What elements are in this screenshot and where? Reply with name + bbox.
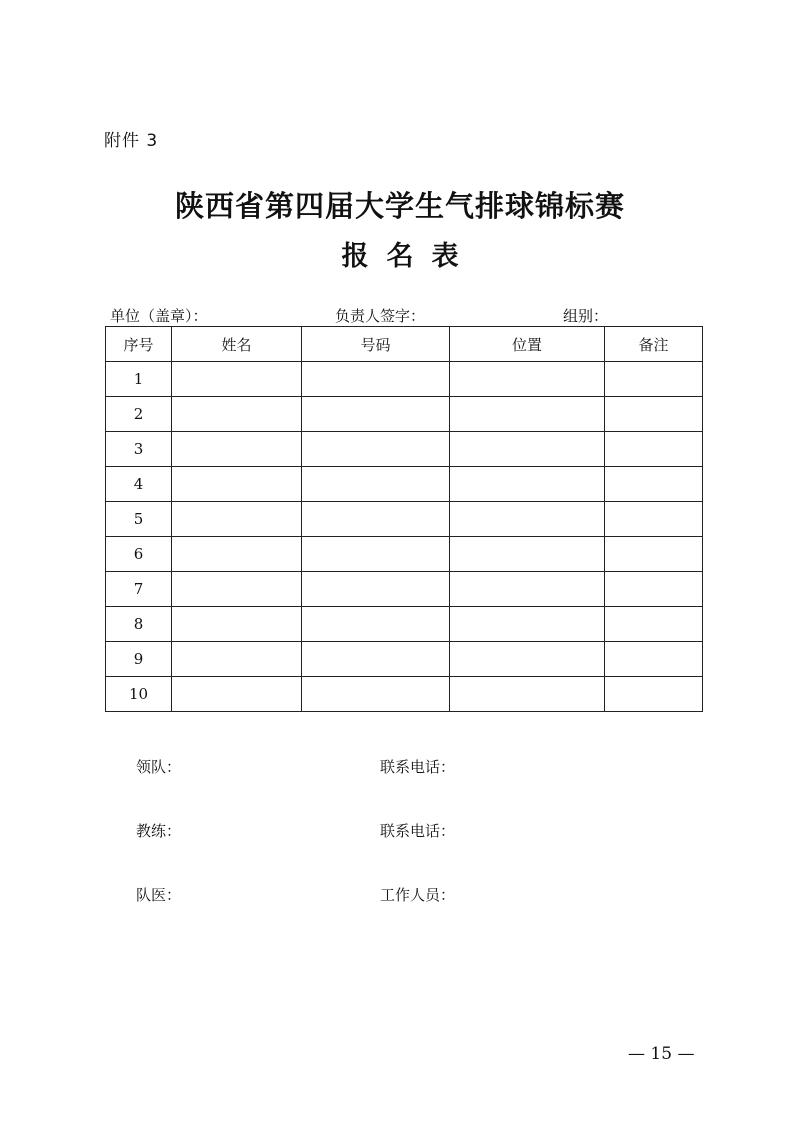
coach-label: 教练： — [136, 822, 182, 840]
cell-remark[interactable] — [605, 677, 703, 712]
table-header-row — [106, 327, 703, 362]
cell-position[interactable] — [450, 677, 605, 712]
cell-remark[interactable] — [605, 362, 703, 397]
cell-position[interactable] — [450, 397, 605, 432]
cell-number[interactable] — [302, 572, 450, 607]
header-name: 姓名 — [172, 327, 302, 362]
table-row — [106, 677, 703, 712]
cell-number[interactable] — [302, 432, 450, 467]
table-row — [106, 432, 703, 467]
table-row — [106, 467, 703, 502]
cell-position[interactable] — [450, 572, 605, 607]
group-label: 组别： — [563, 307, 609, 325]
table-row — [106, 362, 703, 397]
cell-number[interactable] — [302, 467, 450, 502]
unit-label: 单位（盖章）： — [110, 307, 208, 325]
header-position: 位置 — [450, 327, 605, 362]
cell-serial: 9 — [106, 642, 172, 677]
table-row — [106, 572, 703, 607]
cell-name[interactable] — [172, 677, 302, 712]
table-row — [106, 607, 703, 642]
cell-name[interactable] — [172, 502, 302, 537]
cell-remark[interactable] — [605, 502, 703, 537]
attachment-label: 附件 3 — [104, 131, 159, 151]
table-row — [106, 502, 703, 537]
document-title: 陕西省第四届大学生气排球锦标赛 — [174, 189, 625, 223]
cell-serial: 4 — [106, 467, 172, 502]
cell-name[interactable] — [172, 432, 302, 467]
staff-label: 工作人员： — [380, 886, 456, 904]
cell-name[interactable] — [172, 397, 302, 432]
cell-serial: 2 — [106, 397, 172, 432]
signer-label: 负责人签字： — [335, 307, 426, 325]
cell-name[interactable] — [172, 467, 302, 502]
cell-serial: 5 — [106, 502, 172, 537]
cell-serial: 6 — [106, 537, 172, 572]
cell-name[interactable] — [172, 537, 302, 572]
leader-phone-label: 联系电话： — [380, 758, 456, 776]
cell-remark[interactable] — [605, 572, 703, 607]
leader-label: 领队： — [136, 758, 182, 776]
cell-number[interactable] — [302, 642, 450, 677]
header-number: 号码 — [302, 327, 450, 362]
cell-position[interactable] — [450, 432, 605, 467]
page-number: — 15 — — [628, 1044, 695, 1064]
cell-remark[interactable] — [605, 432, 703, 467]
cell-name[interactable] — [172, 607, 302, 642]
coach-phone-label: 联系电话： — [380, 822, 456, 840]
cell-position[interactable] — [450, 642, 605, 677]
header-remark: 备注 — [605, 327, 703, 362]
cell-remark[interactable] — [605, 537, 703, 572]
cell-number[interactable] — [302, 677, 450, 712]
cell-position[interactable] — [450, 467, 605, 502]
registration-table — [105, 326, 703, 712]
cell-serial: 8 — [106, 607, 172, 642]
cell-position[interactable] — [450, 502, 605, 537]
cell-serial: 3 — [106, 432, 172, 467]
table-row — [106, 537, 703, 572]
table-row — [106, 397, 703, 432]
cell-number[interactable] — [302, 362, 450, 397]
cell-number[interactable] — [302, 397, 450, 432]
cell-number[interactable] — [302, 537, 450, 572]
cell-serial: 1 — [106, 362, 172, 397]
cell-name[interactable] — [172, 642, 302, 677]
cell-position[interactable] — [450, 537, 605, 572]
cell-serial: 10 — [106, 677, 172, 712]
cell-remark[interactable] — [605, 397, 703, 432]
cell-number[interactable] — [302, 502, 450, 537]
table-row — [106, 642, 703, 677]
cell-name[interactable] — [172, 362, 302, 397]
cell-serial: 7 — [106, 572, 172, 607]
cell-remark[interactable] — [605, 467, 703, 502]
cell-remark[interactable] — [605, 642, 703, 677]
cell-remark[interactable] — [605, 607, 703, 642]
cell-position[interactable] — [450, 607, 605, 642]
doctor-label: 队医： — [136, 886, 182, 904]
header-serial: 序号 — [106, 327, 172, 362]
cell-position[interactable] — [450, 362, 605, 397]
cell-name[interactable] — [172, 572, 302, 607]
cell-number[interactable] — [302, 607, 450, 642]
document-subtitle: 报名表 — [341, 241, 477, 272]
